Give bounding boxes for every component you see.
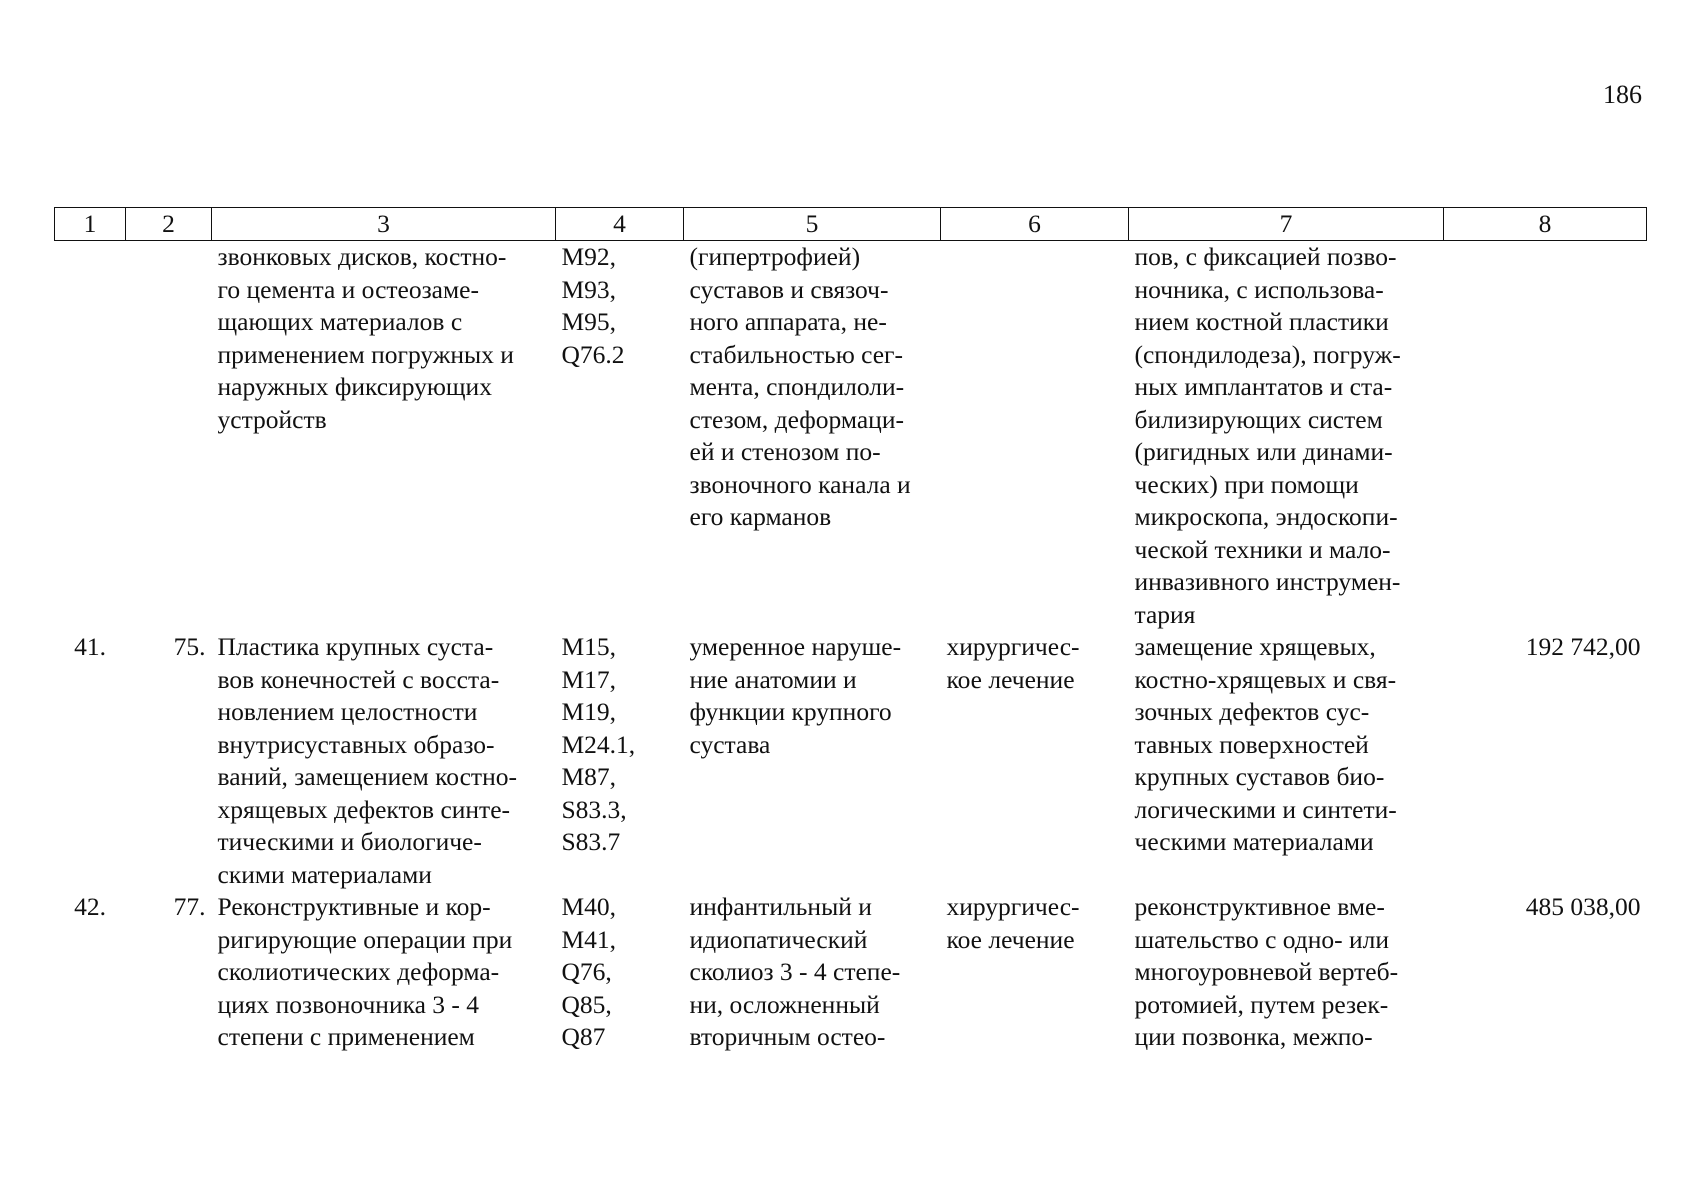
column-header-2: 2 bbox=[126, 208, 212, 241]
column-header-6: 6 bbox=[941, 208, 1129, 241]
treatment-type: хирургичес- кое лечение bbox=[946, 632, 1080, 694]
table-body bbox=[55, 241, 1647, 1054]
row-index: 41. bbox=[74, 632, 106, 661]
procedure-name: Реконструктивные и кор- ригирующие операции при сколиотических деформа- циях позвоночника 3 - 4 степени с применением bbox=[217, 892, 513, 1051]
row-index bbox=[55, 241, 126, 632]
icd-codes: M92, M93, M95, Q76.2 bbox=[561, 242, 625, 369]
medical-procedures-table bbox=[54, 207, 1647, 1054]
table-row bbox=[55, 631, 1647, 891]
treatment-method: пов, с фиксацией позво- ночника, с использова- нием костной пластики (спондилодеза), погруж- ных имплантатов и ста- билизирующих систем (ригидных или динами- ческих) при помощи микроскопа, эндоскопи- ческой техники и мало- инвазивного инструмен- тария bbox=[1134, 242, 1401, 629]
column-header-5: 5 bbox=[684, 208, 941, 241]
column-number-row bbox=[55, 208, 1647, 241]
table-row bbox=[55, 241, 1647, 632]
patient-model: умеренное наруше- ние анатомии и функции крупного сустава bbox=[689, 632, 902, 759]
icd-codes: M40, M41, Q76, Q85, Q87 bbox=[561, 892, 617, 1051]
column-header-3: 3 bbox=[212, 208, 556, 241]
page-number: 186 bbox=[1603, 80, 1642, 109]
group-number bbox=[126, 241, 212, 632]
column-header-1: 1 bbox=[55, 208, 126, 241]
patient-model: инфантильный и идиопатический сколиоз 3 - 4 степе- ни, осложненный вторичным остео- bbox=[689, 892, 901, 1051]
cost bbox=[1444, 241, 1647, 632]
treatment-method: замещение хрящевых, костно-хрящевых и свя- зочных дефектов сус- тавных поверхностей крупных суставов био- логическими и синтети- ческими материалами bbox=[1134, 632, 1397, 856]
column-header-8: 8 bbox=[1444, 208, 1647, 241]
column-header-4: 4 bbox=[556, 208, 684, 241]
patient-model: (гипертрофией) суставов и связоч- ного аппарата, не- стабильностью сег- мента, спондилоли- стезом, деформаци- ей и стенозом по- звоночного канала и его карманов bbox=[689, 242, 911, 531]
row-index: 42. bbox=[74, 892, 106, 921]
treatment-type: хирургичес- кое лечение bbox=[946, 892, 1080, 954]
procedure-name: звонковых дисков, костно- го цемента и остеозаме- щающих материалов с применением погружных и наружных фиксирующих устройств bbox=[217, 242, 514, 434]
cost: 485 038,00 bbox=[1525, 892, 1641, 921]
group-number: 75. bbox=[173, 632, 206, 661]
column-header-7: 7 bbox=[1129, 208, 1444, 241]
treatment-method: реконструктивное вме- шательство с одно- или многоуровневой вертеб- ротомией, путем резек- ции позвонка, межпо- bbox=[1134, 892, 1399, 1051]
icd-codes: M15, M17, M19, M24.1, M87, S83.3, S83.7 bbox=[561, 632, 636, 856]
procedure-name: Пластика крупных суста- вов конечностей с восста- новлением целостности внутрисуставных образо- ваний, замещением костно- хрящевых дефектов синте- тическими и биологиче- скими материалами bbox=[217, 632, 517, 889]
group-number: 77. bbox=[173, 892, 206, 921]
table-header bbox=[55, 208, 1647, 241]
cost: 192 742,00 bbox=[1525, 632, 1641, 661]
treatment-type bbox=[941, 241, 1129, 632]
table-row bbox=[55, 891, 1647, 1054]
